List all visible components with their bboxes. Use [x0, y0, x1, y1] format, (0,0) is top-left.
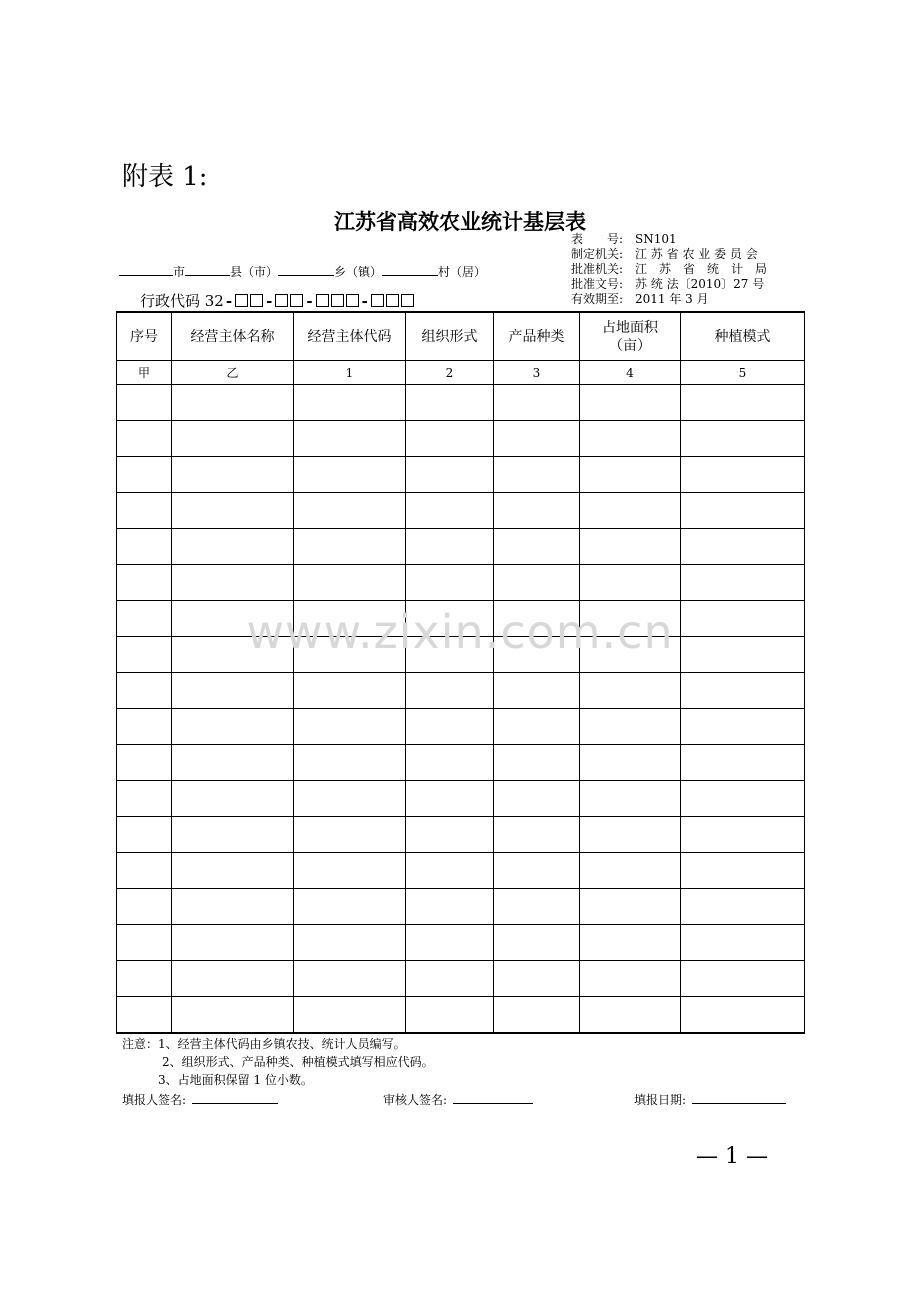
table-cell[interactable]	[494, 673, 580, 709]
table-cell[interactable]	[294, 385, 406, 421]
location-line	[119, 263, 486, 280]
table-cell[interactable]	[406, 781, 494, 817]
table-cell[interactable]	[117, 925, 172, 961]
code-box[interactable]	[275, 294, 288, 307]
table-cell[interactable]	[172, 961, 294, 997]
township-blank[interactable]	[278, 265, 334, 276]
valid-until-label: 有效期至:	[571, 292, 624, 306]
table-cell[interactable]	[172, 997, 294, 1034]
table-cell[interactable]	[294, 997, 406, 1034]
table-cell[interactable]	[117, 889, 172, 925]
code-box[interactable]	[235, 294, 248, 307]
table-cell[interactable]	[580, 997, 681, 1034]
table-cell[interactable]	[494, 529, 580, 565]
approved-by-value: 江 苏 省 统 计 局	[635, 262, 768, 276]
table-cell[interactable]	[494, 781, 580, 817]
table-cell[interactable]	[172, 493, 294, 529]
table-cell[interactable]	[294, 673, 406, 709]
table-cell[interactable]	[681, 457, 805, 493]
table-cell[interactable]	[117, 961, 172, 997]
table-cell[interactable]	[117, 673, 172, 709]
made-by-label: 制定机关:	[571, 247, 624, 261]
table-cell[interactable]	[172, 745, 294, 781]
table-cell[interactable]	[681, 853, 805, 889]
table-row	[117, 421, 805, 457]
table-cell[interactable]	[494, 925, 580, 961]
table-cell[interactable]	[406, 925, 494, 961]
header-area	[580, 312, 681, 361]
made-by-value: 江 苏 省 农 业 委 员 会	[635, 247, 758, 261]
admin-code-label: 行政代码 32	[140, 292, 224, 310]
table-cell[interactable]	[580, 853, 681, 889]
code-box[interactable]	[331, 294, 344, 307]
index-cell: 1	[294, 361, 406, 385]
table-row	[117, 529, 805, 565]
table-row	[117, 745, 805, 781]
table-cell[interactable]	[681, 889, 805, 925]
table-cell[interactable]	[117, 385, 172, 421]
table-cell[interactable]	[172, 673, 294, 709]
approval-number	[571, 278, 764, 290]
code-box[interactable]	[386, 294, 399, 307]
table-cell[interactable]	[117, 421, 172, 457]
table-cell[interactable]	[406, 745, 494, 781]
table-cell[interactable]	[117, 997, 172, 1034]
table-cell[interactable]	[580, 457, 681, 493]
code-dash: -	[266, 292, 273, 310]
table-cell[interactable]	[117, 709, 172, 745]
table-cell[interactable]	[406, 493, 494, 529]
note-line-2: 2、组织形式、产品种类、种植模式填写相应代码。	[162, 1055, 434, 1069]
table-cell[interactable]	[681, 961, 805, 997]
table-cell[interactable]	[117, 457, 172, 493]
table-cell[interactable]	[294, 781, 406, 817]
code-dash: -	[225, 292, 233, 310]
table-cell[interactable]	[117, 853, 172, 889]
table-row	[117, 709, 805, 745]
table-cell[interactable]	[681, 529, 805, 565]
form-number	[571, 233, 677, 245]
table-cell[interactable]	[681, 565, 805, 601]
table-cell[interactable]	[681, 385, 805, 421]
index-cell: 4	[580, 361, 681, 385]
index-cell: 3	[494, 361, 580, 385]
index-row	[117, 361, 805, 385]
table-cell[interactable]	[294, 709, 406, 745]
table-row	[117, 817, 805, 853]
header-area-line1: 占地面积	[602, 319, 658, 336]
appendix-label: 附表 1:	[122, 162, 208, 192]
table-row	[117, 385, 805, 421]
table-cell[interactable]	[294, 925, 406, 961]
note-line-3: 3、占地面积保留 1 位小数。	[158, 1073, 313, 1087]
made-by	[571, 248, 758, 260]
header-seq: 序号	[117, 312, 172, 361]
table-body	[117, 385, 805, 1034]
village-label: 村（居）	[438, 265, 487, 279]
table-row	[117, 889, 805, 925]
table-cell[interactable]	[580, 961, 681, 997]
header-product-type: 产品种类	[494, 312, 580, 361]
admin-code	[140, 290, 415, 311]
fill-date	[634, 1091, 786, 1108]
form-number-value: SN101	[635, 232, 677, 246]
index-cell: 乙	[172, 361, 294, 385]
table-cell[interactable]	[294, 493, 406, 529]
notes	[122, 1035, 434, 1089]
table-cell[interactable]	[117, 565, 172, 601]
table-cell[interactable]	[294, 961, 406, 997]
table-row	[117, 565, 805, 601]
code-box[interactable]	[250, 294, 263, 307]
table-cell[interactable]	[172, 925, 294, 961]
table-cell[interactable]	[406, 673, 494, 709]
table-cell[interactable]	[406, 709, 494, 745]
table-cell[interactable]	[294, 421, 406, 457]
table-cell[interactable]	[406, 565, 494, 601]
header-area-line2: （亩）	[609, 337, 651, 354]
table-cell[interactable]	[172, 889, 294, 925]
header-planting-mode: 种植模式	[681, 312, 805, 361]
index-cell: 甲	[117, 361, 172, 385]
filler-signature	[122, 1091, 278, 1108]
table-cell[interactable]	[172, 421, 294, 457]
table-cell[interactable]	[494, 889, 580, 925]
table-cell[interactable]	[406, 529, 494, 565]
code-dash: -	[361, 292, 368, 310]
county-label: 县（市）	[230, 265, 279, 279]
table-cell[interactable]	[494, 709, 580, 745]
table-cell[interactable]	[580, 421, 681, 457]
code-box[interactable]	[371, 294, 384, 307]
approved-by-label: 批准机关:	[571, 262, 624, 276]
reviewer-label: 审核人签名:	[383, 1093, 448, 1107]
table-cell[interactable]	[580, 493, 681, 529]
table-row	[117, 781, 805, 817]
index-cell: 2	[406, 361, 494, 385]
table-row	[117, 493, 805, 529]
table-cell[interactable]	[172, 529, 294, 565]
table-row	[117, 457, 805, 493]
table-cell[interactable]	[494, 385, 580, 421]
table-cell[interactable]	[681, 817, 805, 853]
table-cell[interactable]	[494, 853, 580, 889]
table-cell[interactable]	[494, 961, 580, 997]
table-cell[interactable]	[494, 457, 580, 493]
table-cell[interactable]	[580, 385, 681, 421]
table-cell[interactable]	[580, 889, 681, 925]
code-box[interactable]	[290, 294, 303, 307]
table-cell[interactable]	[494, 745, 580, 781]
table-cell[interactable]	[117, 529, 172, 565]
form-title: 江苏省高效农业统计基层表	[334, 210, 586, 234]
table-cell[interactable]	[117, 781, 172, 817]
table-cell[interactable]	[580, 781, 681, 817]
valid-until	[571, 293, 709, 305]
table-cell[interactable]	[294, 853, 406, 889]
table-row	[117, 961, 805, 997]
table-cell[interactable]	[406, 421, 494, 457]
table-cell[interactable]	[172, 853, 294, 889]
valid-until-value: 2011 年 3 月	[635, 292, 709, 306]
code-box[interactable]	[346, 294, 359, 307]
table-cell[interactable]	[172, 565, 294, 601]
table-cell[interactable]	[406, 889, 494, 925]
table-cell[interactable]	[681, 925, 805, 961]
table-cell[interactable]	[494, 493, 580, 529]
table-cell[interactable]	[580, 565, 681, 601]
table-cell[interactable]	[681, 709, 805, 745]
header-entity-code: 经营主体代码	[294, 312, 406, 361]
table-cell[interactable]	[294, 529, 406, 565]
table-cell[interactable]	[580, 673, 681, 709]
table-cell[interactable]	[117, 745, 172, 781]
table-cell[interactable]	[172, 781, 294, 817]
table-cell[interactable]	[681, 493, 805, 529]
table-cell[interactable]	[294, 889, 406, 925]
table-cell[interactable]	[580, 709, 681, 745]
table-row	[117, 673, 805, 709]
header-org-form: 组织形式	[406, 312, 494, 361]
fill-date-label: 填报日期:	[634, 1093, 687, 1107]
table-cell[interactable]	[406, 853, 494, 889]
table-cell[interactable]	[681, 673, 805, 709]
table-row	[117, 925, 805, 961]
header-row	[117, 312, 805, 361]
table-cell[interactable]	[406, 817, 494, 853]
reviewer-signature-line[interactable]	[453, 1091, 533, 1104]
table-cell[interactable]	[117, 493, 172, 529]
table-cell[interactable]	[406, 457, 494, 493]
approved-by	[571, 263, 767, 275]
approval-number-value: 苏 统 法〔2010〕27 号	[635, 277, 765, 291]
table-cell[interactable]	[294, 565, 406, 601]
table-cell[interactable]	[580, 925, 681, 961]
table-cell[interactable]	[494, 421, 580, 457]
watermark: www.zixin.com.cn	[246, 605, 674, 659]
table-cell[interactable]	[494, 997, 580, 1034]
table-cell[interactable]	[580, 529, 681, 565]
table-cell[interactable]	[117, 817, 172, 853]
table-cell[interactable]	[580, 817, 681, 853]
table-cell[interactable]	[681, 421, 805, 457]
table-cell[interactable]	[172, 457, 294, 493]
table-cell[interactable]	[172, 385, 294, 421]
fill-date-line[interactable]	[692, 1091, 786, 1104]
table-cell[interactable]	[172, 709, 294, 745]
stats-table	[116, 311, 805, 1034]
table-cell[interactable]	[406, 997, 494, 1034]
code-box[interactable]	[401, 294, 414, 307]
table-cell[interactable]	[681, 781, 805, 817]
header-entity-name: 经营主体名称	[172, 312, 294, 361]
city-blank[interactable]	[119, 265, 173, 276]
reviewer-signature	[383, 1091, 533, 1108]
code-dash: -	[306, 292, 313, 310]
table-cell[interactable]	[406, 385, 494, 421]
table-row	[117, 853, 805, 889]
note-line-1: 注意：1、经营主体代码由乡镇农技、统计人员编写。	[122, 1037, 406, 1051]
table-cell[interactable]	[494, 817, 580, 853]
table-cell[interactable]	[294, 817, 406, 853]
township-label: 乡（镇）	[334, 265, 383, 279]
table-cell[interactable]	[580, 745, 681, 781]
table-cell[interactable]	[172, 817, 294, 853]
table-cell[interactable]	[681, 745, 805, 781]
table-cell[interactable]	[494, 565, 580, 601]
code-box[interactable]	[316, 294, 329, 307]
city-label: 市	[173, 265, 186, 279]
village-blank[interactable]	[382, 265, 438, 276]
approval-number-label: 批准文号:	[571, 277, 624, 291]
index-cell: 5	[681, 361, 805, 385]
county-blank[interactable]	[185, 265, 230, 276]
table-row	[117, 997, 805, 1034]
table-cell[interactable]	[681, 997, 805, 1034]
filler-signature-line[interactable]	[192, 1091, 278, 1104]
form-number-label: 表 号:	[571, 232, 624, 246]
page-number: — 1 —	[696, 1144, 768, 1169]
table-cell[interactable]	[294, 457, 406, 493]
table-cell[interactable]	[294, 745, 406, 781]
filler-label: 填报人签名:	[122, 1093, 187, 1107]
table-cell[interactable]	[406, 961, 494, 997]
